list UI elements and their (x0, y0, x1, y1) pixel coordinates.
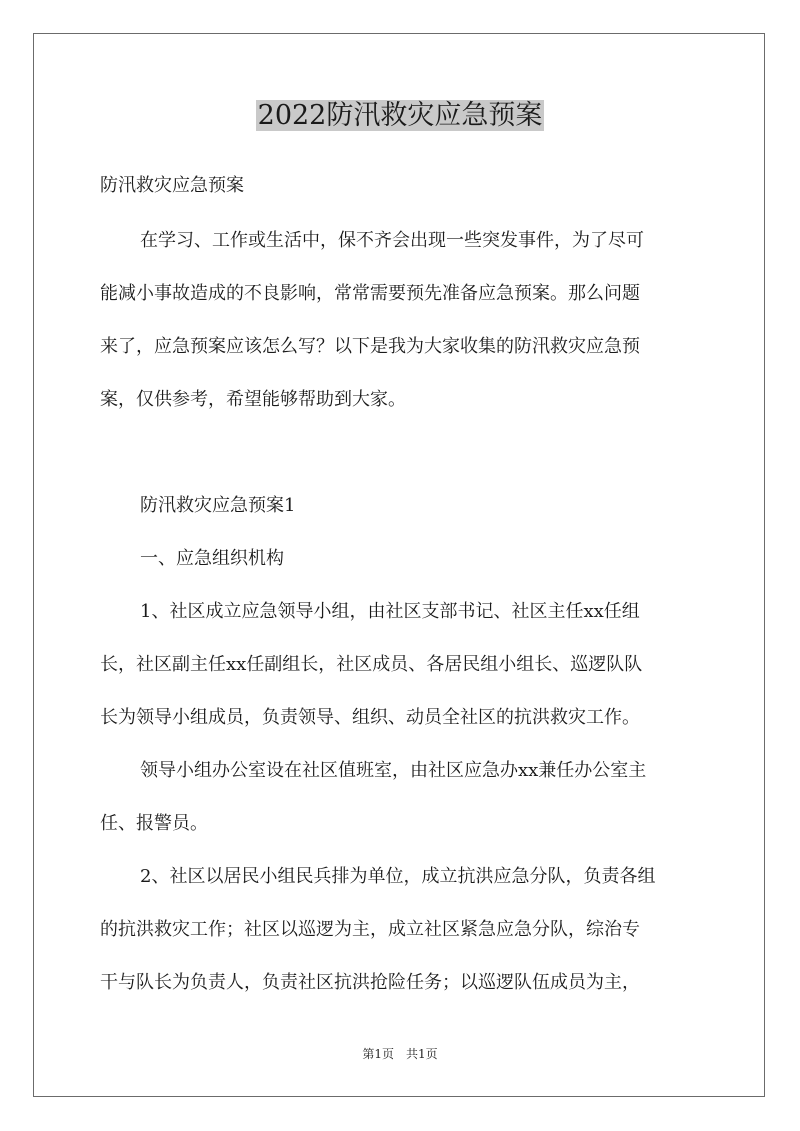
intro-paragraph-line: 案，仅供参考，希望能够帮助到大家。 (100, 389, 406, 410)
document-title-text: 2022防汛救灾应急预案 (257, 100, 543, 131)
paragraph-line: 1、社区成立应急领导小组，由社区支部书记、社区主任xx任组 (140, 601, 640, 622)
subsection-heading: 一、应急组织机构 (140, 548, 284, 569)
intro-paragraph-line: 在学习、工作或生活中，保不齐会出现一些突发事件，为了尽可 (140, 230, 644, 251)
page-footer: 第1页 共1页 (362, 1047, 438, 1061)
subtitle-line: 防汛救灾应急预案 (100, 175, 244, 196)
document-title (0, 96, 800, 136)
paragraph-line: 任、报警员。 (100, 813, 208, 834)
paragraph-line: 2、社区以居民小组民兵排为单位，成立抗洪应急分队，负责各组 (140, 866, 656, 887)
intro-paragraph-line: 来了，应急预案应该怎么写？以下是我为大家收集的防汛救灾应急预 (100, 336, 640, 357)
paragraph-line: 长，社区副主任xx任副组长，社区成员、各居民组小组长、巡逻队队 (100, 654, 643, 675)
section-heading: 防汛救灾应急预案1 (140, 495, 296, 516)
paragraph-line: 干与队长为负责人，负责社区抗洪抢险任务；以巡逻队伍成员为主， (100, 972, 640, 993)
paragraph-line: 的抗洪救灾工作；社区以巡逻为主，成立社区紧急应急分队，综治专 (100, 919, 640, 940)
paragraph-line: 领导小组办公室设在社区值班室，由社区应急办xx兼任办公室主 (140, 760, 647, 781)
intro-paragraph-line: 能减小事故造成的不良影响，常常需要预先准备应急预案。那么问题 (100, 283, 640, 304)
paragraph-line: 长为领导小组成员，负责领导、组织、动员全社区的抗洪救灾工作。 (100, 707, 640, 728)
